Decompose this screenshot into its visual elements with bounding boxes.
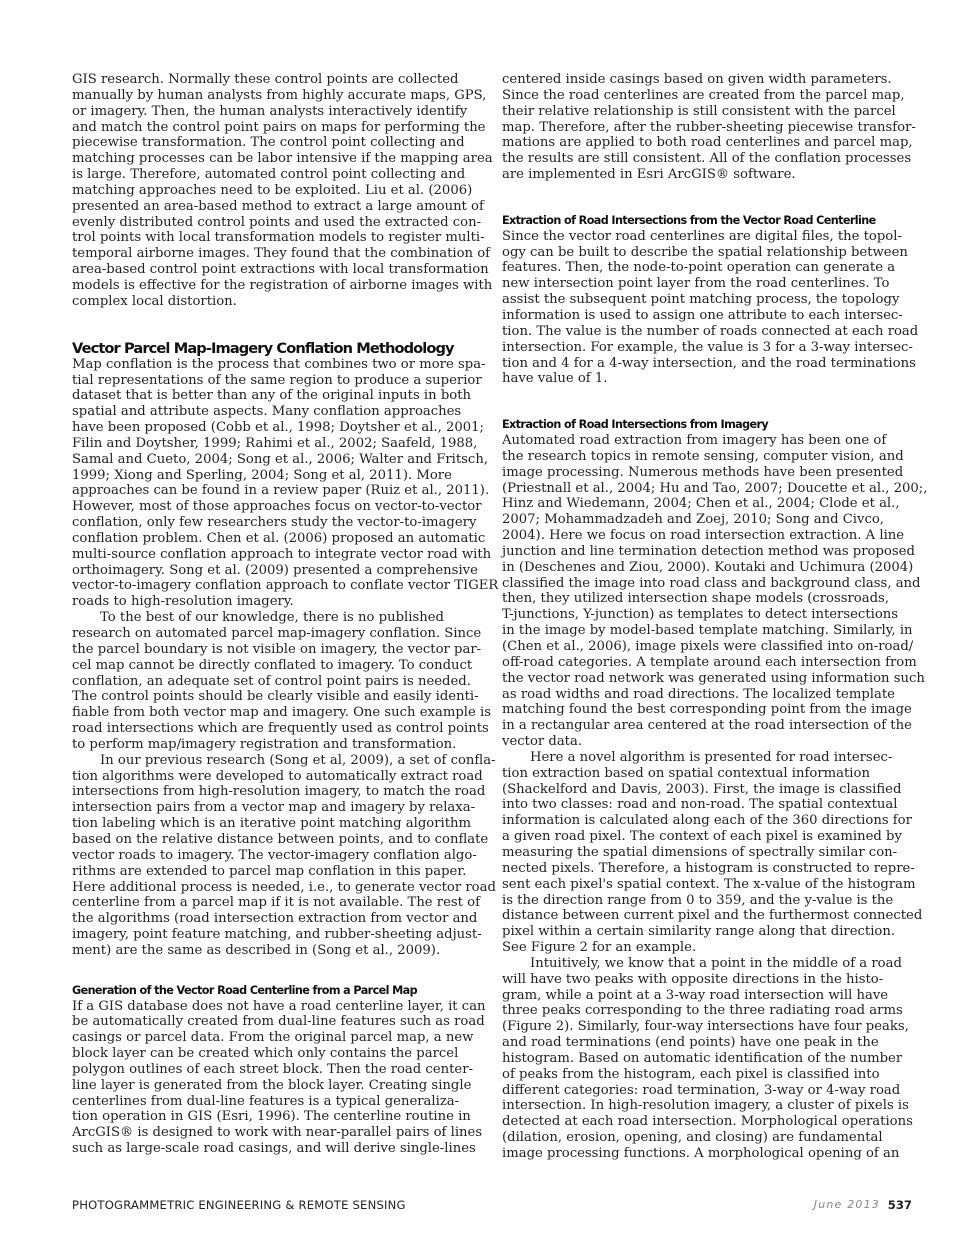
text-line: T-junctions, Y-junction) as templates to detect intersections [502,607,899,623]
text-line: map. Therefore, after the rubber-sheeting piecewise transfor- [502,119,916,135]
text-line: tial representations of the same region to produce a superior [72,372,482,388]
text-line: conflation, an adequate set of control point pairs is needed. [72,673,471,689]
text-line: matching processes can be labor intensive if the mapping area [72,151,493,167]
text-line: conflation problem. Chen et al. (2006) proposed an automatic [72,530,486,546]
text-line: distance between current pixel and the furthermost connected [502,908,923,924]
text-line: fiable from both vector map and imagery. One such example is [72,705,491,721]
text-line: models is effective for the registration of airborne images with [72,277,493,293]
text-line: classified the image into road class and background class, and [502,575,921,591]
text-line: line layer is generated from the block layer. Creating single [72,1077,472,1093]
text-line: Since the vector road centerlines are digital files, the topol- [502,228,902,244]
text-line: intersection. For example, the value is 3 for a 3-way intersec- [502,339,913,355]
text-line: sent each pixel's spatial context. The x-value of the histogram [502,876,916,892]
text-line: tion algorithms were developed to automatically extract road [72,768,483,784]
text-line: new intersection point layer from the road centerlines. To [502,276,890,292]
text-line: the algorithms (road intersection extraction from vector and [72,911,478,927]
text-line: trol points with local transformation models to register multi- [72,230,485,246]
text-line: Here a novel algorithm is presented for road intersec- [530,749,893,765]
subsection-paragraph-vector-intersections [502,228,919,387]
text-line: temporal airborne images. They found that the combination of [72,246,491,262]
subsection-heading-vector-intersections: Extraction of Road Intersections from the Vector Road Centerline [502,213,876,227]
text-line: The control points should be clearly visible and easily identi- [72,689,479,705]
left-column [72,72,499,1157]
text-line: tion extraction based on spatial contextual information [502,765,870,781]
text-line: tion and 4 for a 4-way intersection, and the road terminations [502,355,916,371]
text-line: detected at each road intersection. Morphological operations [502,1114,913,1130]
text-line: as road widths and road directions. The localized template [502,686,895,702]
text-line: Since the road centerlines are created from the parcel map, [502,87,905,103]
text-line: intersections from high-resolution imagery, to match the road [72,784,486,800]
text-line: and match the control point pairs on maps for performing the [72,119,486,135]
text-line: (dilation, erosion, opening, and closing) are fundamental [502,1130,883,1146]
text-line: are implemented in Esri ArcGIS® software. [502,167,796,183]
text-line: evenly distributed control points and used the extracted con- [72,214,482,230]
subsection-paragraph-imagery-1 [502,433,928,750]
text-line: rithms are extended to parcel map conflation in this paper. [72,863,467,879]
text-line: into two classes: road and non-road. The spatial contextual [502,797,898,813]
text-line: tion labeling which is an iterative point matching algorithm [72,816,472,832]
text-line: features. Then, the node-to-point operation can generate a [502,260,896,276]
text-line: If a GIS database does not have a road centerline layer, it can [72,998,486,1014]
text-line: tion. The value is the number of roads connected at each road [502,323,919,339]
text-line: in a rectangular area centered at the road intersection of the [502,718,912,734]
page-number: 537 [887,1198,912,1212]
text-line: have been proposed (Cobb et al., 1998; Doytsher et al., 2001; [72,420,484,436]
text-line: intersection. In high-resolution imagery, a cluster of pixels is [502,1098,909,1114]
text-line: be automatically created from dual-line features such as road [72,1014,485,1030]
text-line: (Chen et al., 2006), image pixels were classified into on-road/ [502,639,914,654]
text-line: Map conflation is the process that combines two or more spa- [72,356,486,372]
text-line: (Shackelford and Davis, 2003). First, the image is classified [502,781,902,797]
intro-paragraph [72,72,493,310]
text-line: the results are still consistent. All of the conflation processes [502,151,912,167]
text-line: approaches can be found in a review paper (Ruiz et al., 2011). [72,483,490,499]
text-line: GIS research. Normally these control points are collected [72,72,459,87]
text-line: three peaks corresponding to the three radiating road arms [502,1003,903,1019]
text-line: ment) are the same as described in (Song et al., 2009). [72,942,441,958]
text-line: However, most of those approaches focus on vector-to-vector [72,499,482,515]
text-line: dataset that is better than any of the original inputs in both [72,388,472,404]
section-paragraph-3 [72,752,496,959]
text-line: then, they utilized intersection shape models (crossroads, [502,591,890,607]
text-line: polygon outlines of each street block. Then the road center- [72,1061,473,1077]
text-line: of peaks from the histogram, each pixel is classified into [502,1066,880,1082]
text-line: off-road categories. A template around each intersection from [502,654,917,670]
text-line: image processing functions. A morphological opening of an [502,1146,900,1161]
text-line: area-based control point extractions with local transformation [72,262,489,278]
text-line: to perform map/imagery registration and transformation. [72,736,457,752]
text-line: based on the relative distance between points, and to conflate [72,831,489,847]
text-line: in the image by model-based template matching. Similarly, in [502,623,913,639]
text-line: image processing. Numerous methods have been presented [502,464,904,480]
subsection-paragraph-imagery-2 [502,749,923,956]
text-line: tion operation in GIS (Esri, 1996). The centerline routine in [72,1109,471,1125]
text-line: manually by human analysts from highly accurate maps, GPS, [72,87,487,103]
section-heading: Vector Parcel Map-Imagery Conflation Methodology [72,339,454,357]
issue-date: June 2013 [813,1198,880,1211]
text-line: Filin and Doytsher, 1999; Rahimi et al., 2002; Saafeld, 1988, [72,435,478,451]
right-column [502,72,928,1162]
text-line: roads to high-resolution imagery. [72,594,294,610]
text-line: 2007; Mohammadzadeh and Zoej, 2010; Song and Civco, [502,512,884,528]
text-line: presented an area-based method to extract a large amount of [72,198,484,214]
text-line: histogram. Based on automatic identification of the number [502,1050,903,1066]
subsection-heading-centerline: Generation of the Vector Road Centerline from a Parcel Map [72,983,418,997]
text-line: ArcGIS® is designed to work with near-parallel pairs of lines [72,1125,483,1141]
subsection-heading-imagery-intersections: Extraction of Road Intersections from Imagery [502,418,769,432]
journal-name: PHOTOGRAMMETRIC ENGINEERING & REMOTE SENSING [72,1198,406,1212]
text-line: matching approaches need to be exploited. Liu et al. (2006) [72,182,473,198]
text-line: See Figure 2 for an example. [502,940,697,956]
text-line: the parcel boundary is not visible on imagery, the vector par- [72,641,482,657]
section-paragraph-2 [72,610,491,753]
text-line: matching found the best corresponding point from the image [502,702,912,718]
text-line: Automated road extraction from imagery has been one of [502,433,887,449]
text-line: block layer can be created which only contains the parcel [72,1046,459,1062]
text-line: Hinz and Wiedemann, 2004; Chen et al., 2004; Clode et al., [502,496,900,512]
text-line: or imagery. Then, the human analysts interactively identify [72,103,468,119]
text-line: have value of 1. [502,371,608,387]
text-line: centered inside casings based on given width parameters. [502,72,892,87]
text-line: pixel within a certain similarity range along that direction. [502,924,896,940]
text-line: cel map cannot be directly conflated to imagery. To conduct [72,657,473,673]
text-line: conflation, only few researchers study the vector-to-imagery [72,515,477,531]
text-line: the vector road network was generated using information such [502,670,925,686]
continuation-paragraph [502,72,916,183]
text-line: a given road pixel. The context of each pixel is examined by [502,829,902,845]
text-line: 2004). Here we focus on road intersection extraction. A line [502,528,905,544]
text-line: intersection pairs from a vector map and imagery by relaxa- [72,800,476,816]
text-line: 1999; Xiong and Sperling, 2004; Song et al, 2011). More [72,467,452,483]
section-paragraph-1 [72,356,499,611]
text-line: ogy can be built to describe the spatial relationship between [502,244,908,260]
text-line: Here additional process is needed, i.e., to generate vector road [72,879,496,895]
text-line: centerlines from dual-line features is a typical generaliza- [72,1093,460,1109]
text-line: Samal and Cueto, 2004; Song et al., 2006; Walter and Fritsch, [72,451,489,467]
text-line: assist the subsequent point matching process, the topology [502,292,900,308]
text-line: information is calculated along each of the 360 directions for [502,813,912,829]
text-line: junction and line termination detection method was proposed [502,543,915,559]
text-line: complex local distortion. [72,293,237,309]
text-line: To the best of our knowledge, there is no published [100,610,444,626]
text-line: centerline from a parcel map if it is not available. The rest of [72,895,480,911]
text-line: nected pixels. Therefore, a histogram is constructed to repre- [502,860,915,876]
text-line: their relative relationship is still consistent with the parcel [502,103,896,119]
text-line: the research topics in remote sensing, computer vision, and [502,448,904,464]
text-line: spatial and attribute aspects. Many conflation approaches [72,404,462,420]
text-line: mations are applied to both road centerlines and parcel map, [502,135,913,151]
text-line: gram, while a point at a 3-way road intersection will have [502,987,889,1003]
text-line: information is used to assign one attribute to each intersec- [502,307,903,323]
text-line: (Priestnall et al., 2004; Hu and Tao, 2007; Doucette et al., 200;, [502,480,928,496]
text-line: vector roads to imagery. The vector-imagery conflation algo- [72,847,477,863]
text-line: Intuitively, we know that a point in the middle of a road [530,955,902,971]
text-line: piecewise transformation. The control point collecting and [72,135,465,151]
text-line: will have two peaks with opposite directions in the histo- [502,971,884,987]
text-line: such as large-scale road casings, and will derive single-lines [72,1141,476,1157]
text-line: research on automated parcel map-imagery conflation. Since [72,626,482,641]
text-line: orthoimagery. Song et al. (2009) presented a comprehensive [72,562,478,578]
text-line: In our previous research (Song et al, 2009), a set of confla- [100,752,496,768]
text-line: imagery, point feature matching, and rubber-sheeting adjust- [72,927,482,943]
text-line: multi-source conflation approach to integrate vector road with [72,546,492,562]
text-line: and road terminations (end points) have one peak in the [502,1035,879,1051]
text-line: vector data. [502,734,583,750]
text-line: in (Deschenes and Ziou, 2000). Koutaki and Uchimura (2004) [502,559,914,575]
text-line: casings or parcel data. From the original parcel map, a new [72,1030,474,1046]
text-line: (Figure 2). Similarly, four-way intersections have four peaks, [502,1019,909,1035]
page-footer [72,1198,912,1216]
subsection-paragraph-centerline [72,999,486,1157]
subsection-paragraph-imagery-3 [502,956,916,1162]
text-line: vector-to-imagery conflation approach to conflate vector TIGER [72,578,499,594]
text-line: is the direction range from 0 to 359, and the y-value is the [502,892,894,908]
text-line: is large. Therefore, automated control point collecting and [72,167,466,183]
text-line: different categories: road termination, 3-way or 4-way road [502,1082,901,1098]
text-line: measuring the spatial dimensions of spectrally similar con- [502,844,898,860]
text-line: road intersections which are frequently used as control points [72,721,489,737]
